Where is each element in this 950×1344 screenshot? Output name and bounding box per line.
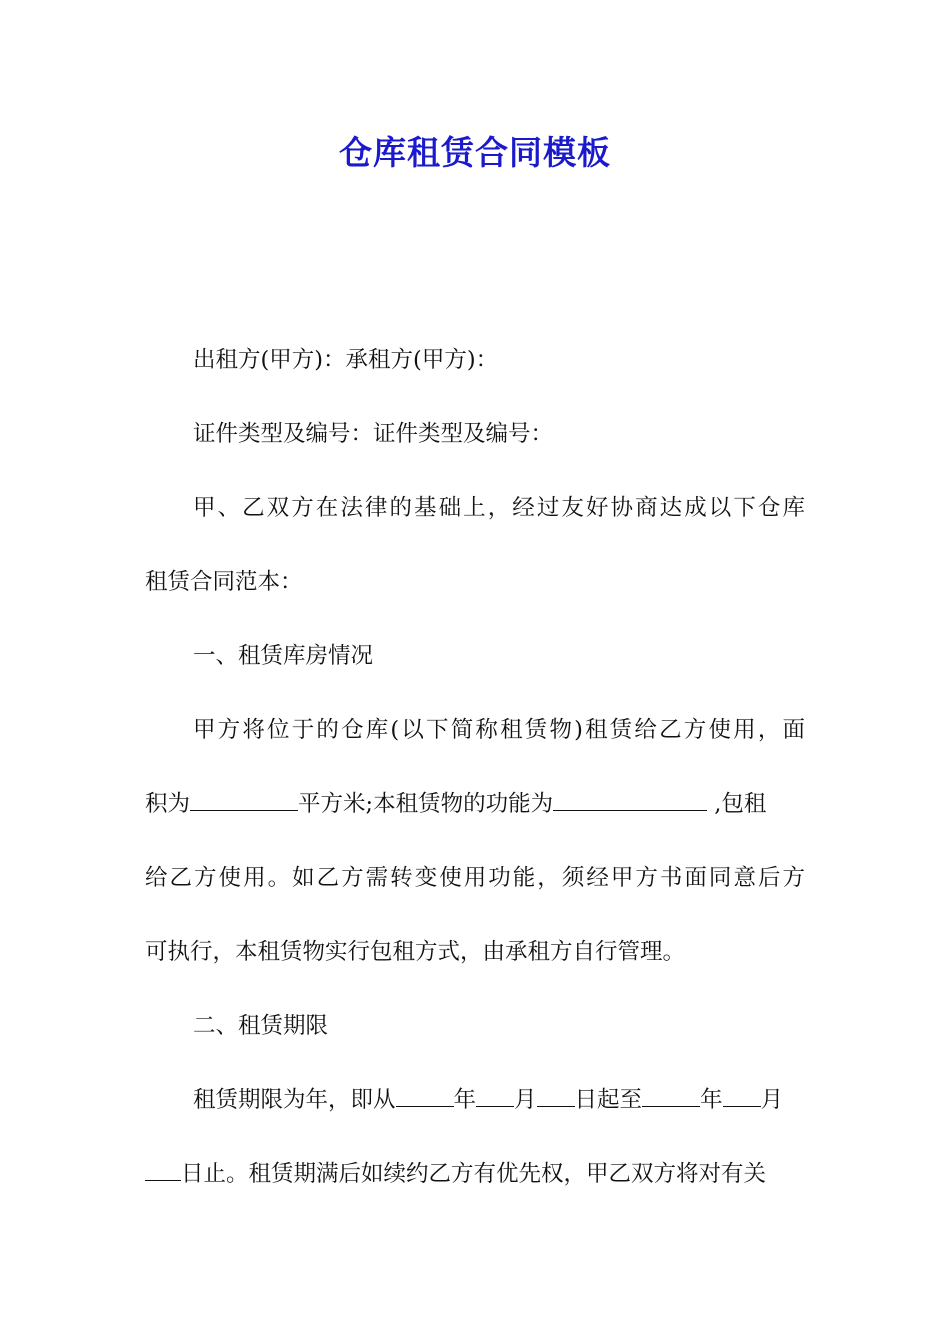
lease-tail: ,包租 — [707, 791, 767, 817]
end-month-label: 月 — [760, 1087, 784, 1113]
start-day-blank — [537, 1076, 575, 1107]
section-2-heading: 二、租赁期限 — [193, 1013, 329, 1039]
function-label: 平方米;本租赁物的功能为 — [298, 791, 554, 817]
area-label: 积为 — [145, 791, 191, 817]
section-1-heading: 一、租赁库房情况 — [193, 643, 374, 669]
function-blank — [553, 780, 707, 811]
term-label: 租赁期限为年，即从 — [193, 1087, 396, 1113]
document-title: 仓库租赁合同模板 — [339, 133, 611, 172]
id-type-line: 证件类型及编号：证件类型及编号： — [193, 421, 554, 447]
section-1-line-3: 给乙方使用。如乙方需转变使用功能，须经甲方书面同意后方 — [145, 865, 805, 891]
area-blank — [190, 780, 298, 811]
end-year-label: 年 — [700, 1087, 723, 1113]
document-body — [145, 335, 805, 1223]
end-month-blank — [723, 1076, 761, 1107]
start-month-label: 月 — [514, 1087, 537, 1113]
preamble-line-2: 租赁合同范本： — [145, 569, 303, 595]
section-2-line-1 — [145, 1075, 805, 1149]
section-1-line-4: 可执行，本租赁物实行包租方式，由承租方自行管理。 — [145, 939, 686, 965]
start-day-label: 日起至 — [574, 1087, 643, 1113]
renewal-text: 日止。租赁期满后如续约乙方有优先权，甲乙双方将对有关 — [181, 1161, 767, 1187]
end-year-blank — [642, 1076, 700, 1107]
start-year-blank — [396, 1076, 454, 1107]
section-2-line-2 — [145, 1149, 805, 1223]
section-1-line-2 — [145, 779, 805, 853]
preamble-line-1: 甲、乙双方在法律的基础上，经过友好协商达成以下仓库 — [193, 495, 805, 521]
section-1-line-1: 甲方将位于的仓库(以下简称租赁物)租赁给乙方使用，面 — [193, 717, 805, 743]
start-year-label: 年 — [453, 1087, 477, 1113]
end-day-blank — [145, 1150, 181, 1181]
start-month-blank — [476, 1076, 514, 1107]
parties-line: 出租方(甲方)：承租方(甲方)： — [193, 347, 499, 373]
